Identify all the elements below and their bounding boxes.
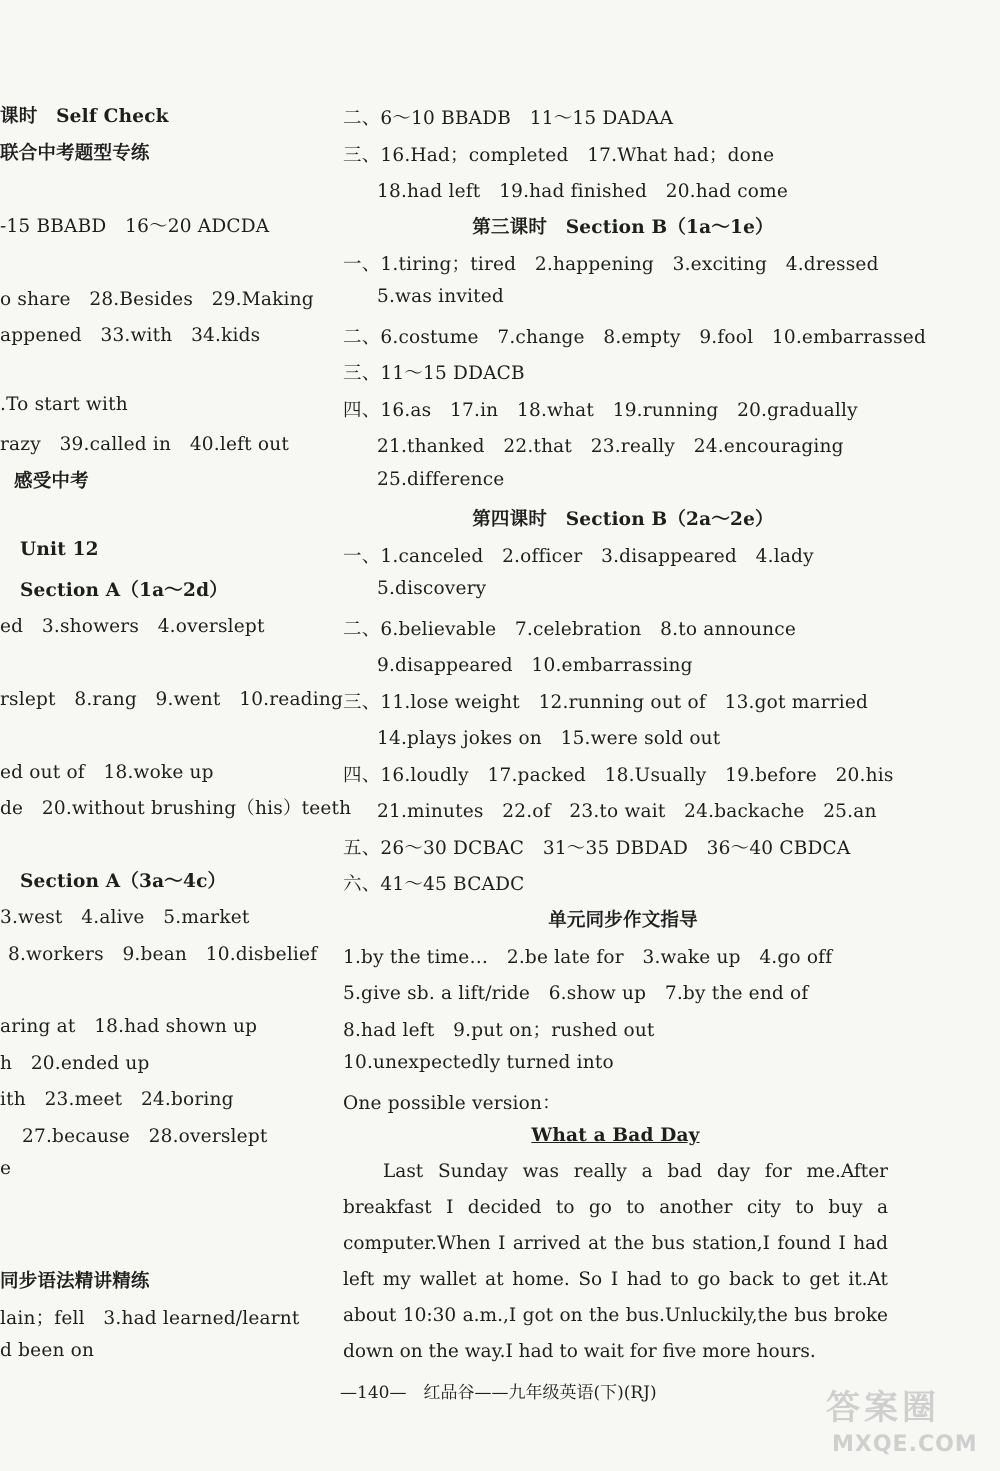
essay-title: What a Bad Day [531, 1125, 700, 1146]
answer-line: razy 39.called in 40.left out [0, 434, 289, 455]
section-heading: 同步语法精讲精练 [0, 1271, 150, 1292]
answer-line: 一、1.tiring；tired 2.happening 3.exciting 4.dressed [343, 254, 879, 275]
answer-line: 21.thanked 22.that 23.really 24.encouraging [377, 436, 844, 457]
answer-line: 5.discovery [377, 578, 487, 599]
answer-line: 9.disappeared 10.embarrassing [377, 655, 693, 676]
answer-line: 五、26～30 DCBAC 31～35 DBDAD 36～40 CBDCA [343, 838, 851, 859]
answer-line: ed out of 18.woke up [0, 762, 214, 783]
section-heading: Section A（3a～4c） [20, 871, 227, 892]
answer-line: 三、11.lose weight 12.running out of 13.got married [343, 692, 869, 713]
lesson-heading: 课时 Self Check [0, 106, 169, 127]
section-heading: 单元同步作文指导 [548, 910, 698, 931]
answer-line: 5.was invited [377, 286, 504, 307]
answer-line: ed 3.showers 4.overslept [0, 616, 265, 637]
essay-intro: One possible version： [343, 1093, 561, 1114]
section-heading: 感受中考 [14, 471, 89, 492]
lesson-heading: 第三课时 Section B（1a～1e） [472, 217, 774, 238]
answer-line: 四、16.as 17.in 18.what 19.running 20.gradually [343, 400, 858, 421]
watermark-text: 答案圈 [826, 1388, 940, 1428]
answer-line: 三、11～15 DDACB [343, 363, 525, 384]
answer-line: de 20.without brushing（his）teeth [0, 798, 352, 819]
answer-line: 8.had left 9.put on；rushed out [343, 1020, 655, 1041]
answer-line: 四、16.loudly 17.packed 18.Usually 19.before 20.his [343, 765, 894, 786]
essay-body: Last Sunday was really a bad day for me.After breakfast I decided to go to another city to buy a computer.When I arrived at the bus station,I found I had left my wallet at home. So I had to go back to get it.At about 10:30 a.m.,I got on the bus.Unluckily,the bus broke down on the way.I had to wait for five more hours. [343, 1161, 888, 1362]
answer-line: 二、6.believable 7.celebration 8.to announce [343, 619, 796, 640]
answer-line: 27.because 28.overslept [22, 1126, 268, 1147]
answer-line: 14.plays jokes on 15.were sold out [377, 728, 721, 749]
answer-line: appened 33.with 34.kids [0, 325, 261, 346]
watermark-url: MXQE.COM [832, 1432, 978, 1457]
answer-line: 10.unexpectedly turned into [343, 1052, 614, 1073]
answer-line: 8.workers 9.bean 10.disbelief [8, 944, 318, 965]
answer-line: 21.minutes 22.of 23.to wait 24.backache 25.an [377, 801, 877, 822]
answer-line: 1.by the time… 2.be late for 3.wake up 4.go off [343, 947, 833, 968]
answer-line: 5.give sb. a lift/ride 6.show up 7.by the end of [343, 983, 809, 1004]
answer-line: rslept 8.rang 9.went 10.reading [0, 689, 344, 710]
answer-line: 二、6～10 BBADB 11～15 DADAA [343, 108, 674, 129]
answer-line: d been on [0, 1340, 95, 1361]
answer-line: 六、41～45 BCADC [343, 874, 525, 895]
lesson-heading: 第四课时 Section B（2a～2e） [472, 509, 774, 530]
answer-line: 一、1.canceled 2.officer 3.disappeared 4.lady [343, 546, 814, 567]
section-heading: Section A（1a～2d） [20, 580, 228, 601]
answer-line: lain；fell 3.had learned/learnt [0, 1308, 300, 1329]
answer-line: aring at 18.had shown up [0, 1016, 258, 1037]
answer-line: 3.west 4.alive 5.market [0, 907, 250, 928]
answer-line: e [0, 1158, 12, 1179]
answer-line: .To start with [0, 394, 128, 415]
unit-heading: Unit 12 [20, 539, 99, 560]
answer-line: 25.difference [377, 469, 505, 490]
answer-line: 二、6.costume 7.change 8.empty 9.fool 10.embarrassed [343, 327, 926, 348]
answer-line: 18.had left 19.had finished 20.had come [377, 181, 788, 202]
page-footer: —140— 红品谷——九年级英语(下)(RJ) [340, 1383, 657, 1403]
answer-line: h 20.ended up [0, 1053, 150, 1074]
section-heading: 联合中考题型专练 [0, 143, 150, 164]
answer-line: o share 28.Besides 29.Making [0, 289, 314, 310]
answer-line: -15 BBABD 16～20 ADCDA [0, 216, 270, 237]
answer-line: 三、16.Had；completed 17.What had；done [343, 145, 775, 166]
answer-line: ith 23.meet 24.boring [0, 1089, 234, 1110]
watermark-logo [820, 1380, 995, 1470]
